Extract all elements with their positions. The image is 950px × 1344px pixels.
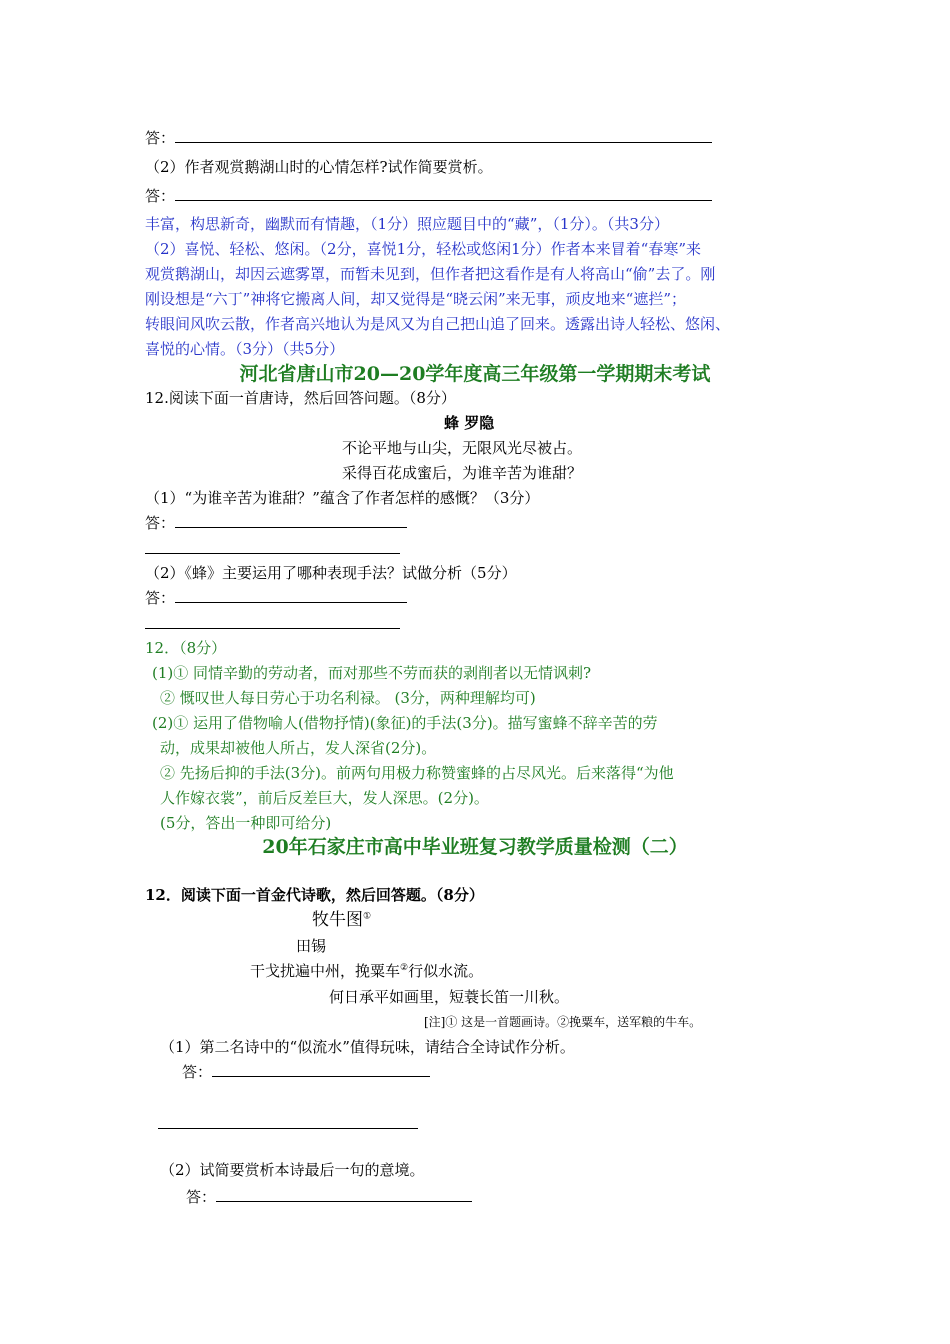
answer-blank [216,1187,472,1202]
answer-text: 动，成果却被他人所占，发人深省(2分)。 [160,739,437,757]
poem-title: 蜂 罗隐 [444,414,495,432]
poem-title-text: 牧牛图 [312,910,363,930]
question-1: （1）“为谁辛苦为谁甜？”蕴含了作者怎样的感慨？（3分） [145,489,540,507]
question-intro: 12.阅读下面一首唐诗，然后回答问题。（8分） [145,389,456,407]
question-2: （2）《蜂》主要运用了哪种表现手法？试做分析（5分） [145,564,517,582]
answer-blank [175,513,407,528]
poem-line-part: 行似水流。 [408,962,484,980]
answer-text: (2)① 运用了借物喻人(借物抒情)(象征)的手法(3分)。描写蜜蜂不辞辛苦的劳 [152,714,658,732]
answer-text: (1)① 同情辛勤的劳动者，而对那些不劳而获的剥削者以无情讽刺? [152,664,592,682]
section-heading: 20年石家庄市高中毕业班复习教学质量检测（二） [262,836,688,858]
answer-text: 丰富，构思新奇，幽默而有情趣，（1分）照应题目中的“藏”，（1分）。（共3分） [145,215,669,233]
answer-text: (5分，答出一种即可给分) [160,814,332,832]
answer-label: 答： [145,589,176,607]
answer-label: 答： [182,1063,213,1081]
answer-label: 答： [145,514,176,532]
question-1: （1）第二名诗中的“似流水”值得玩味，请结合全诗试作分析。 [160,1038,575,1056]
answer-text: 转眼间风吹云散，作者高兴地认为是风又为自己把山追了回来。透露出诗人轻松、悠闲、 [145,315,731,333]
answer-line [145,588,407,608]
answer-text: ② 慨叹世人每日劳心于功名利禄。 (3分，两种理解均可) [160,689,536,707]
answer-text: 喜悦的心情。（3分）（共5分） [145,340,345,358]
answer-text: 刚设想是“六丁”神将它搬离人间，却又觉得是“晓云闲”来无事，顽皮地来“遮拦”； [145,290,687,308]
answer-line [186,1187,472,1207]
answer-label: 答： [145,129,176,147]
answer-text: 人作嫁衣裳”，前后反差巨大，发人深思。(2分)。 [160,789,489,807]
poem-author: 田锡 [296,937,327,955]
answer-text: 观赏鹅湖山，却因云遮雾罩，而暂未见到，但作者把这看作是有人将高山“偷”去了。刚 [145,265,716,283]
answer-blank [158,1128,418,1129]
footnote-marker: ① [363,911,372,922]
poem-title [312,910,371,930]
answer-blank [212,1062,430,1077]
poem-line: 采得百花成蜜后，为谁辛苦为谁甜？ [342,464,583,482]
answer-line-2 [145,186,712,206]
answer-text: ② 先扬后抑的手法(3分)。前两句用极力称赞蜜蜂的占尽风光。后来落得“为他 [160,764,674,782]
question-2: （2）作者观赏鹅湖山时的心情怎样?试作简要赏析。 [145,158,493,176]
answer-blank [145,628,400,629]
section-heading: 河北省唐山市20—20学年度高三年级第一学期期末考试 [239,363,711,385]
answer-blank [145,553,400,554]
footnote: [注]① 这是一首题画诗。②挽粟车，送军粮的牛车。 [424,1015,702,1029]
answer-label: 答： [145,187,176,205]
answer-line [145,513,407,533]
poem-line-part: 干戈扰遍中州，挽粟车 [250,962,401,980]
answer-blank [175,186,712,201]
answer-text: （2）喜悦、轻松、悠闲。（2分，喜悦1分，轻松或悠闲1分）作者本来冒着“春寒”来 [145,240,702,258]
footnote-marker: ② [400,963,409,973]
answer-line [182,1062,430,1082]
answer-line-1 [145,128,712,148]
answer-blank [175,588,407,603]
answer-text: 12．（8分） [145,639,227,657]
answer-blank [175,128,712,143]
poem-line: 何日承平如画里，短蓑长笛一川秋。 [329,988,570,1006]
question-2: （2）试简要赏析本诗最后一句的意境。 [160,1161,425,1179]
question-intro: 12．阅读下面一首金代诗歌，然后回答题。（8分） [145,886,484,904]
answer-label: 答： [186,1188,217,1206]
poem-line [250,961,483,981]
poem-line: 不论平地与山尖，无限风光尽被占。 [342,439,583,457]
